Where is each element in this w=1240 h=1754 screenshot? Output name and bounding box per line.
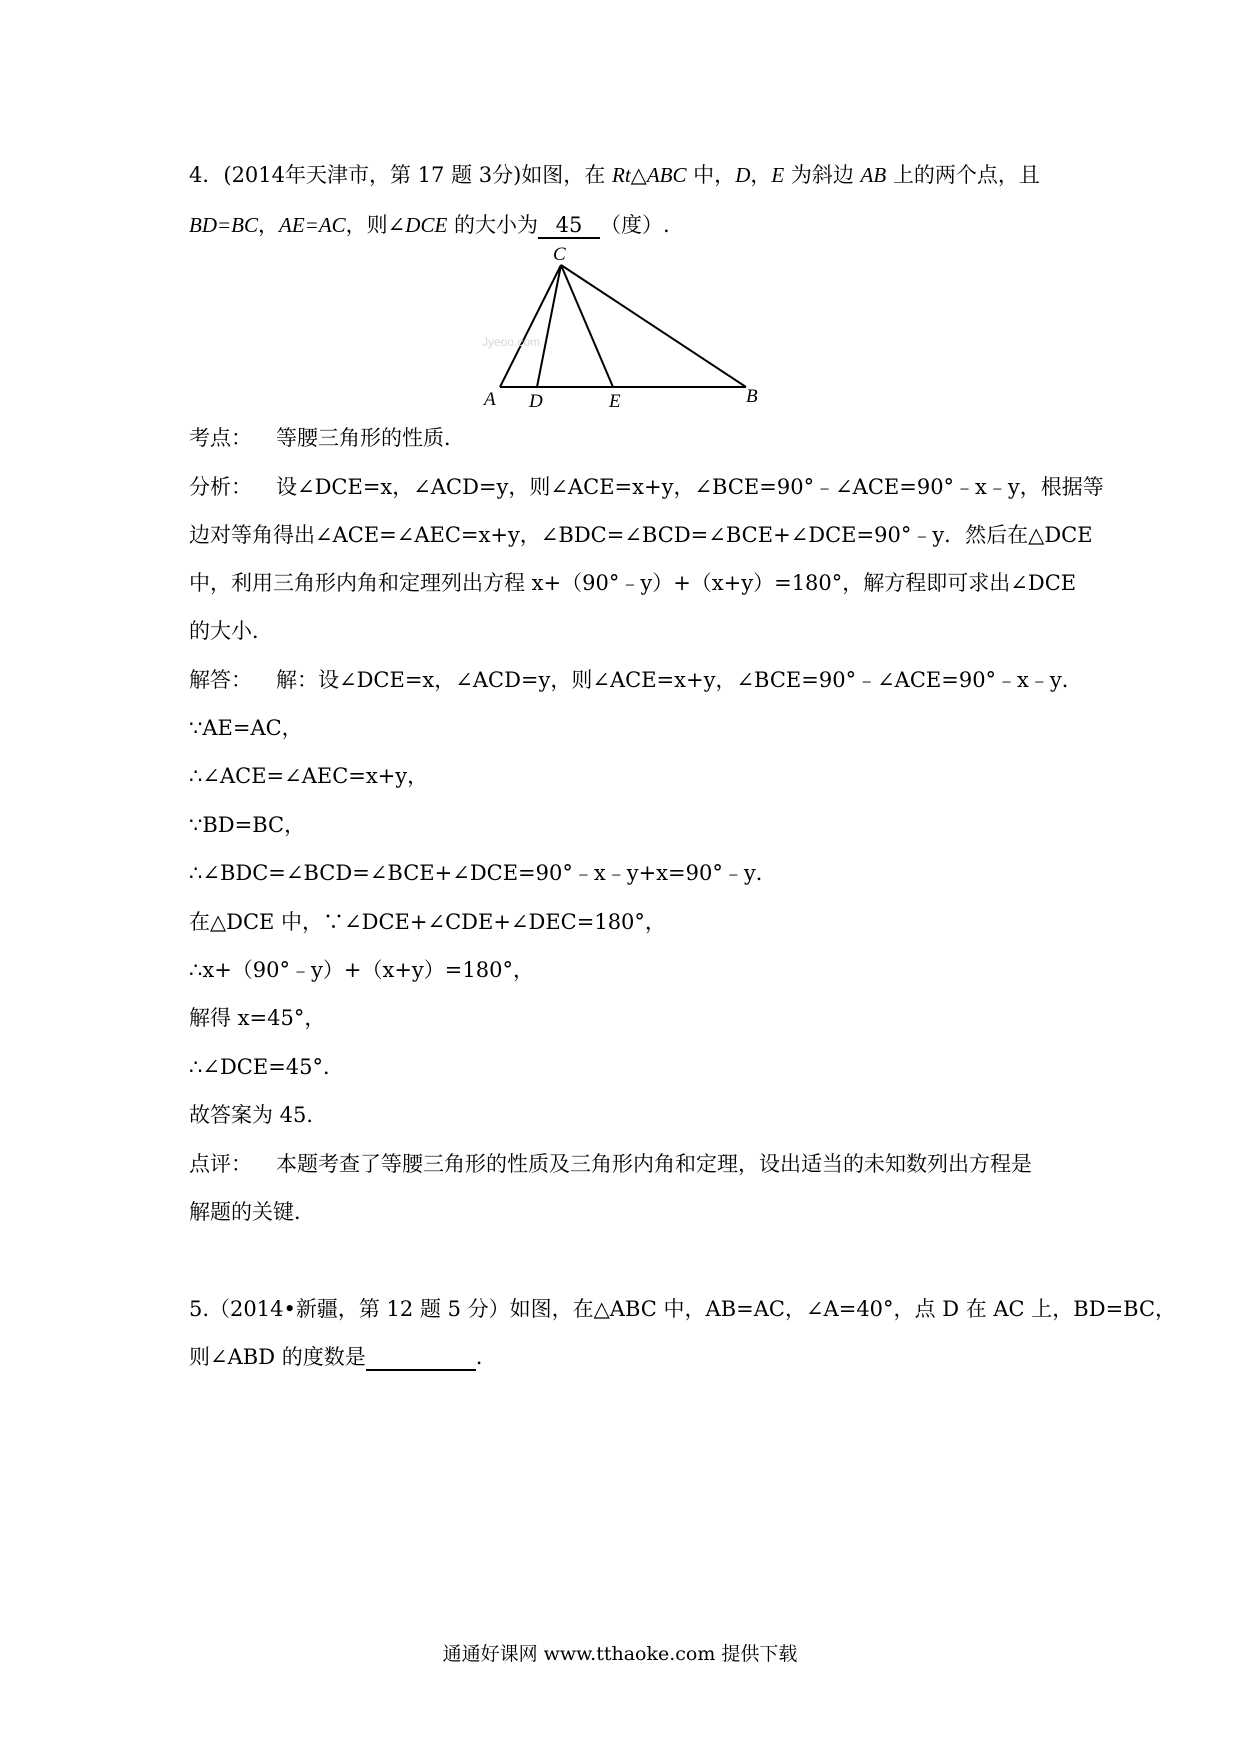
segment-cb [561,265,746,387]
fenxi-line-1 [189,472,1104,502]
q4-line2-then: ，则∠ [345,213,406,237]
q4-stem-pre: 如图，在 [521,163,612,187]
dianping-line-1 [189,1149,1032,1179]
segment-cd [537,265,561,387]
jieda-text-7: ∴x+（90°﹣y）+（x+y）=180°， [189,958,534,982]
q4-stem-end: 上的两个点，且 [886,163,1040,187]
jieda-line-6 [189,907,666,937]
q4-number: 4． [189,163,224,187]
jieda-line-1 [189,665,1083,695]
label-e: E [609,391,621,412]
dianping-line-2 [189,1197,315,1227]
jieda-text-3: ∴∠ACE=∠AEC=x+y， [189,764,429,788]
q5-text-2: 则∠ABD 的度数是 [189,1345,366,1369]
q4-triangle-symbol: △ [630,163,647,187]
q5-text-1: 5.（2014•新疆，第 12 题 5 分）如图，在△ABC 中，AB=AC，∠A=40°，点 D 在 AC 上，BD=BC， [189,1297,1177,1321]
label-d: D [529,391,543,412]
triangle-figure [470,244,770,414]
kaodian-tag: 考点： [189,426,252,450]
fenxi-line-2 [189,520,1093,550]
dianping-text-1: 本题考查了等腰三角形的性质及三角形内角和定理，设出适当的未知数列出方程是 [276,1152,1032,1176]
q4-line-1 [189,160,1040,190]
segment-ca [500,265,561,387]
jieda-text-2: ∵AE=AC， [189,716,303,740]
fenxi-line-4 [189,616,273,646]
q4-answer-blank: 45 [538,213,600,239]
q5-text-2-end: . [475,1345,483,1369]
fenxi-text-1: 设∠DCE=x，∠ACD=y，则∠ACE=x+y，∠BCE=90°﹣∠ACE=90°﹣x﹣y，根据等 [276,475,1104,499]
q4-line2-size: 的大小为 [447,213,538,237]
jieda-line-8 [189,1003,325,1033]
dianping-tag: 点评： [189,1152,252,1176]
fenxi-tag: 分析： [189,475,252,499]
q4-abc: ABC [646,163,687,187]
label-c: C [553,244,566,265]
q4-stem-mid1: 中， [686,163,736,187]
q4-ae-ac: AE=AC [279,213,346,237]
q4-d: D [735,163,751,187]
q5-answer-blank [366,1345,476,1371]
jieda-line-2 [189,713,303,743]
q4-e: E [771,163,785,187]
jieda-text-4: ∵BD=BC， [189,813,306,837]
dianping-text-2: 解题的关键． [189,1200,315,1224]
fenxi-text-3: 中，利用三角形内角和定理列出方程 x+（90°﹣y）+（x+y）=180°，解方程即可求出∠DCE [189,571,1077,595]
jieda-tag: 解答： [189,668,252,692]
q4-dce: DCE [405,213,448,237]
jieda-text-6: 在△DCE 中，∵∠DCE+∠CDE+∠DEC=180°， [189,910,666,934]
jieda-text-5: ∴∠BDC=∠BCD=∠BCE+∠DCE=90°﹣x﹣y+x=90°﹣y． [189,861,777,885]
q5-line-1 [189,1294,1176,1324]
jieda-line-3 [189,761,428,791]
q4-source: (2014年天津市，第 17 题 3分) [223,163,522,187]
q4-line-2 [189,210,670,240]
q5-line-2 [189,1342,482,1372]
page-footer: 通通好课网 www.tthaoke.com 提供下载 [442,1643,798,1665]
q4-comma: ， [750,163,772,187]
q4-line2-unit: （度）. [599,213,670,237]
fenxi-text-4: 的大小． [189,619,273,643]
jieda-text-9: ∴∠DCE=45°． [189,1055,345,1079]
jieda-text-10: 故答案为 45． [189,1103,328,1127]
fenxi-line-3 [189,568,1076,598]
jieda-line-7 [189,955,534,985]
figure-watermark: Jyeoo.com [482,335,541,349]
q4-rt: Rt [612,163,631,187]
jieda-line-9 [189,1052,344,1082]
jieda-line-5 [189,858,777,888]
jieda-text-1: 解：设∠DCE=x，∠ACD=y，则∠ACE=x+y，∠BCE=90°﹣∠ACE=90°﹣x﹣y． [276,668,1083,692]
jieda-line-4 [189,810,305,840]
kaodian-line [189,423,465,453]
kaodian-text: 等腰三角形的性质． [276,426,465,450]
jieda-line-10 [189,1100,327,1130]
label-a: A [484,389,496,410]
q4-line2-comma: ， [258,213,279,237]
jieda-text-8: 解得 x=45°， [189,1006,326,1030]
q4-bd-bc: BD=BC [189,213,258,237]
label-b: B [746,386,758,407]
fenxi-text-2: 边对等角得出∠ACE=∠AEC=x+y，∠BDC=∠BCD=∠BCE+∠DCE=90°﹣y．然后在△DCE [189,523,1093,547]
q4-stem-mid2: 为斜边 [784,163,861,187]
q4-ab: AB [860,163,887,187]
